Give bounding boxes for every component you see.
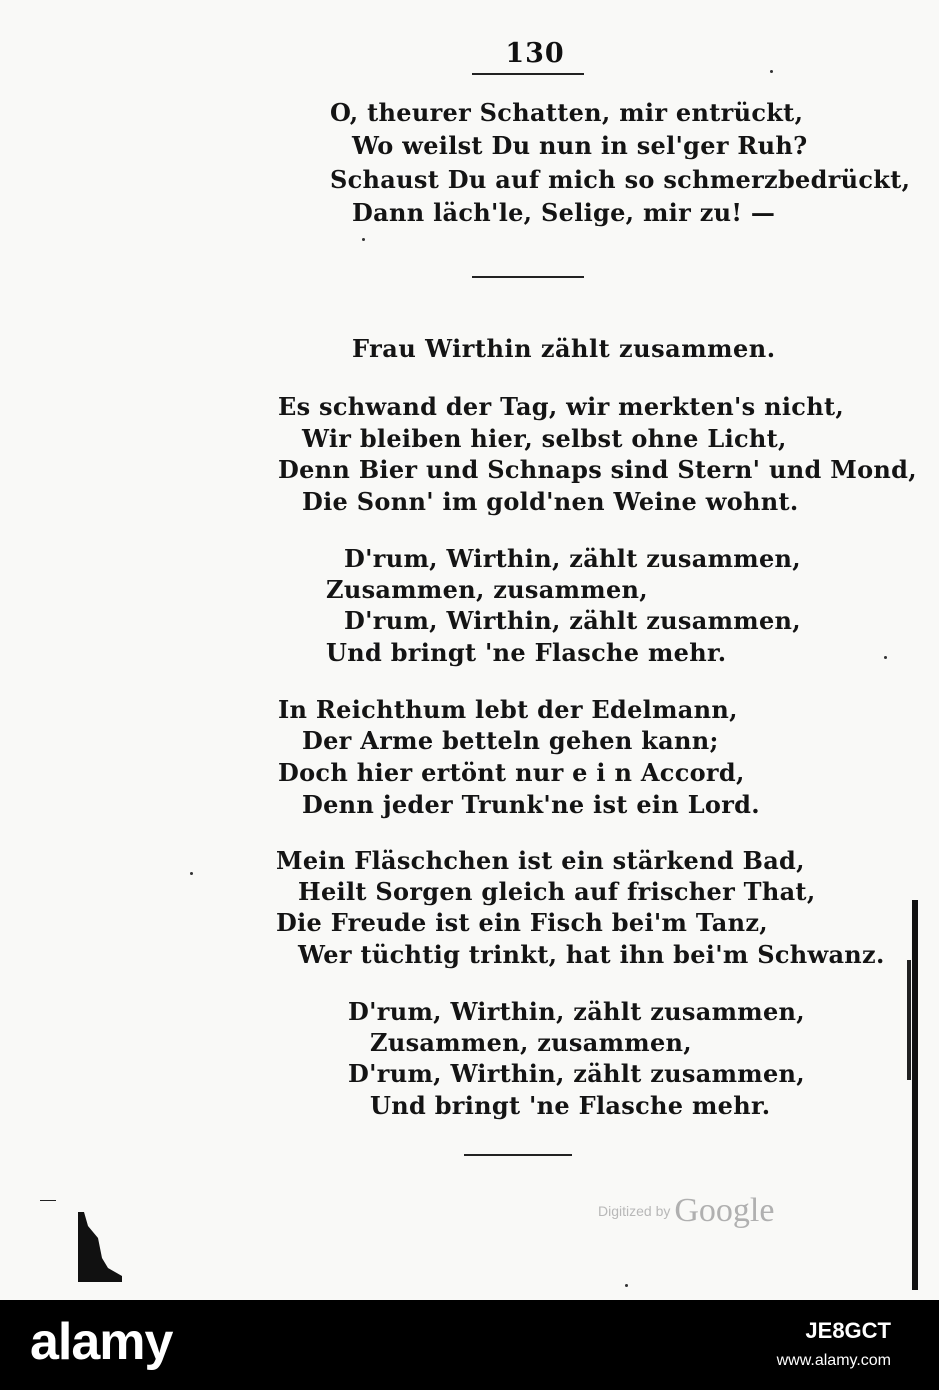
verse-line: O, theurer Schatten, mir entrückt, (330, 98, 804, 127)
speck (625, 1284, 628, 1287)
image-code: JE8GCT (805, 1318, 891, 1343)
verse-line: In Reichthum lebt der Edelmann, (278, 695, 738, 724)
page-edge-shadow (907, 960, 911, 1080)
verse-line: Schaust Du auf mich so schmerzbedrückt, (330, 165, 911, 194)
refrain-line: Zusammen, zusammen, (326, 575, 648, 604)
verse-line: Mein Fläschchen ist ein stärkend Bad, (276, 846, 805, 875)
speck (770, 70, 773, 73)
alamy-logo: alamy (30, 1313, 173, 1371)
refrain-line: Und bringt 'ne Flasche mehr. (370, 1091, 771, 1120)
verse-line: Der Arme betteln gehen kann; (302, 726, 719, 755)
ink-blot-icon (78, 1212, 122, 1282)
page-number-rule (472, 73, 584, 75)
refrain-line: D'rum, Wirthin, zählt zusammen, (348, 997, 805, 1026)
verse-line: Dann läch'le, Selige, mir zu! — (352, 198, 776, 227)
refrain-line: D'rum, Wirthin, zählt zusammen, (344, 544, 801, 573)
verse-line: Es schwand der Tag, wir merkten's nicht, (278, 392, 844, 421)
digitized-watermark (598, 1192, 774, 1230)
verse-line: Doch hier ertönt nur e i n Accord, (278, 758, 745, 787)
speck (884, 656, 887, 659)
end-divider (464, 1154, 572, 1156)
speck (190, 872, 193, 875)
digitized-prefix: Digitized by (598, 1203, 671, 1219)
verse-line: Heilt Sorgen gleich auf frischer That, (298, 877, 816, 906)
verse-line: Wer tüchtig trinkt, hat ihn bei'm Schwanz. (298, 940, 885, 969)
refrain-line: Zusammen, zusammen, (370, 1028, 692, 1057)
section-divider (472, 276, 584, 278)
footer-url: www.alamy.com (776, 1352, 891, 1369)
verse-line: Die Sonn' im gold'nen Weine wohnt. (302, 487, 799, 516)
page-number: 130 (505, 38, 565, 69)
speck (362, 238, 365, 241)
verse-line: Wir bleiben hier, selbst ohne Licht, (302, 424, 787, 453)
verse-line: Denn jeder Trunk'ne ist ein Lord. (302, 790, 760, 819)
stock-footer (0, 1300, 939, 1390)
verse-line: Denn Bier und Schnaps sind Stern' und Mond, (278, 455, 917, 484)
refrain-line: Und bringt 'ne Flasche mehr. (326, 638, 727, 667)
verse-line: Die Freude ist ein Fisch bei'm Tanz, (276, 908, 768, 937)
verse-line: Wo weilst Du nun in sel'ger Ruh? (352, 131, 808, 160)
page-edge-shadow (912, 900, 918, 1290)
refrain-line: D'rum, Wirthin, zählt zusammen, (348, 1059, 805, 1088)
google-logo: Google (674, 1192, 775, 1229)
poem-title: Frau Wirthin zählt zusammen. (352, 334, 776, 363)
speck (40, 1200, 56, 1201)
refrain-line: D'rum, Wirthin, zählt zusammen, (344, 606, 801, 635)
